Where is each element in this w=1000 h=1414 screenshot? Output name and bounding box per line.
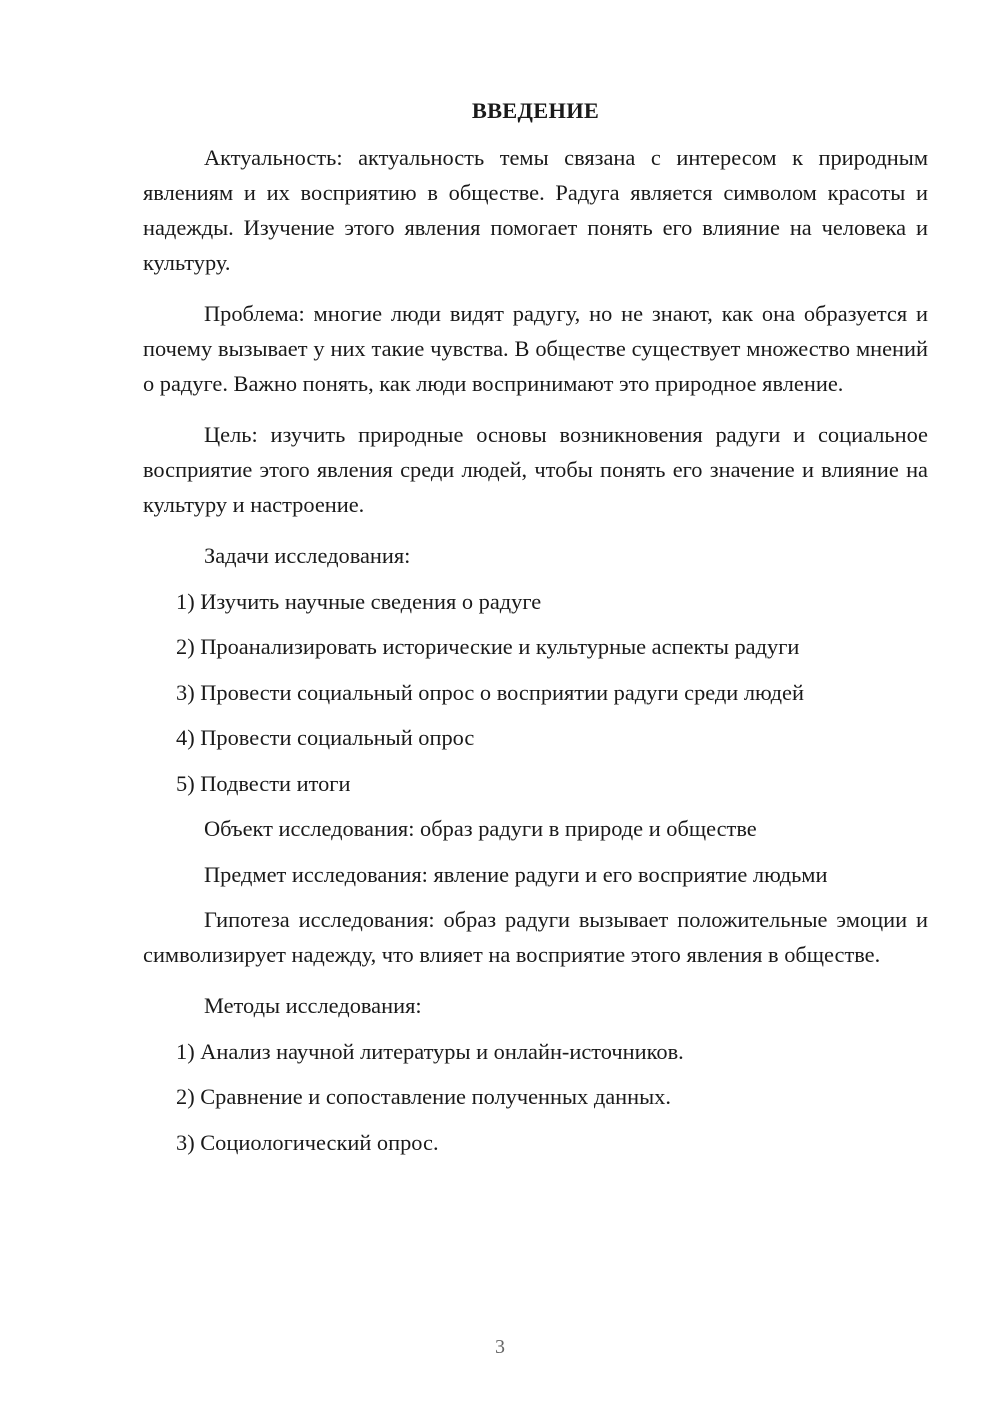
relevance-paragraph: Актуальность: актуальность темы связана с интересом к природным явлениям и их восприятию в обществе. Радуга является символом красоты и надежды. Изучение этого явления помогает понять его влияние на человека и культуру. bbox=[143, 145, 928, 275]
research-object: Объект исследования: образ радуги в природе и обществе bbox=[204, 816, 757, 841]
page-title: ВВЕДЕНИЕ bbox=[471, 98, 600, 123]
method-item: 1) Анализ научной литературы и онлайн-источников. bbox=[176, 1038, 684, 1064]
task-item: 4) Провести социальный опрос bbox=[176, 725, 475, 750]
research-subject: Предмет исследования: явление радуги и его восприятие людьми bbox=[204, 861, 828, 887]
task-item: 5) Подвести итоги bbox=[176, 770, 351, 796]
methods-heading: Методы исследования: bbox=[204, 993, 422, 1018]
page-content bbox=[143, 94, 928, 1170]
goal-paragraph: Цель: изучить природные основы возникновения радуги и социальное восприятие этого явления среди людей, чтобы понять его значение и влияние на культуру и настроение. bbox=[143, 422, 928, 517]
task-item: 3) Провести социальный опрос о восприятии радуги среди людей bbox=[176, 679, 804, 705]
tasks-heading: Задачи исследования: bbox=[204, 543, 411, 568]
hypothesis-paragraph: Гипотеза исследования: образ радуги вызывает положительные эмоции и символизирует надежду, что влияет на восприятие этого явления в обществе. bbox=[143, 907, 928, 967]
problem-paragraph: Проблема: многие люди видят радугу, но не знают, как она образуется и почему вызывает у них такие чувства. В обществе существует множество мнений о радуге. Важно понять, как люди воспринимают это природное явление. bbox=[143, 301, 928, 396]
task-item: 1) Изучить научные сведения о радуге bbox=[176, 588, 542, 614]
method-item: 3) Социологический опрос. bbox=[176, 1129, 439, 1155]
method-item: 2) Сравнение и сопоставление полученных данных. bbox=[176, 1084, 671, 1109]
task-item: 2) Проанализировать исторические и культурные аспекты радуги bbox=[176, 634, 800, 659]
page-number: 3 bbox=[495, 1336, 505, 1358]
